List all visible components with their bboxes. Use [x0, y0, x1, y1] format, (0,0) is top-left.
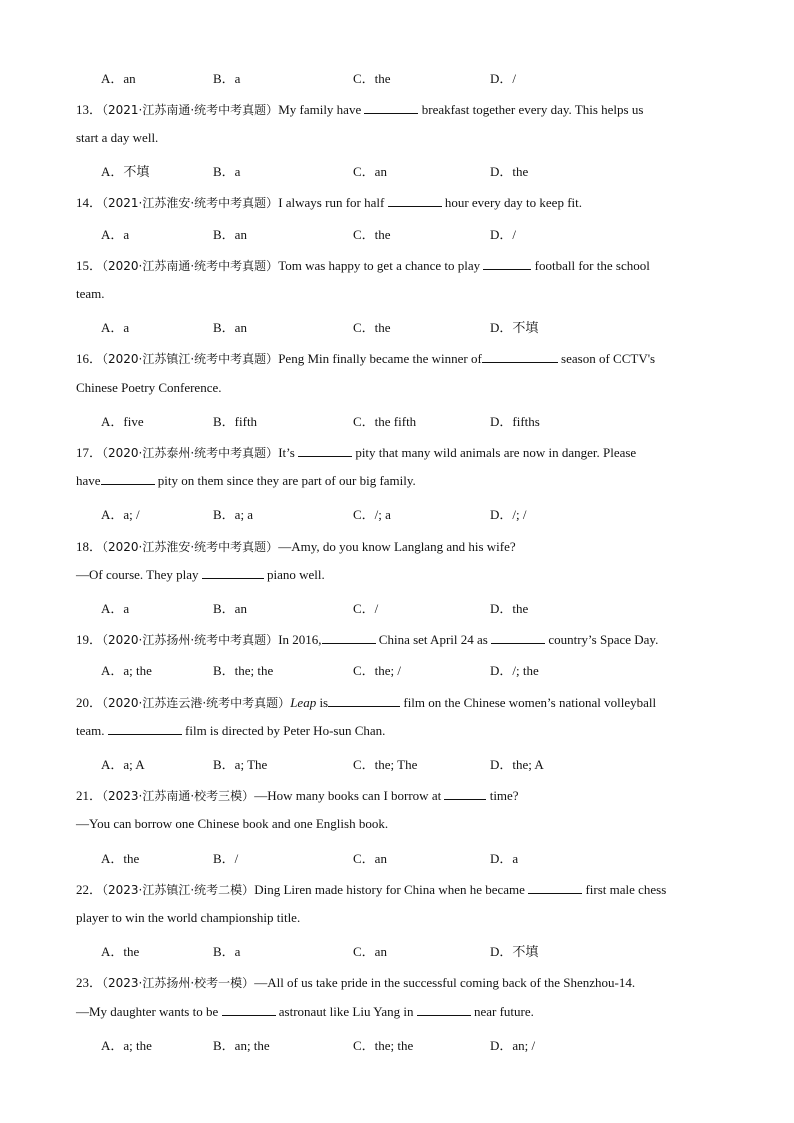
question-source: （2020·江苏淮安·统考中考真题） — [102, 540, 279, 554]
q20-option-c[interactable]: C．the; The — [353, 757, 418, 772]
answer-blank — [322, 632, 376, 644]
question-source: （2020·江苏镇江·统考中考真题） — [102, 352, 279, 366]
question-source: （2023·江苏南通·校考三模） — [102, 789, 255, 803]
question-number: 22． — [76, 882, 103, 897]
q20-stem-cont — [76, 723, 385, 739]
answer-blank — [328, 695, 400, 707]
answer-blank — [444, 788, 486, 800]
q23-option-c[interactable]: C．the; the — [353, 1038, 414, 1053]
question-source: （2020·江苏扬州·统考中考真题） — [102, 633, 279, 647]
q18-stem-cont — [76, 567, 325, 583]
q12-option-a[interactable]: A．an — [101, 71, 136, 86]
q12-option-d[interactable]: D．/ — [490, 71, 517, 86]
question-text: season of CCTV's — [557, 351, 656, 366]
question-number: 21． — [76, 788, 103, 803]
q14-option-b[interactable]: B．an — [213, 227, 247, 242]
answer-blank — [222, 1004, 276, 1016]
q22-option-d[interactable]: D．不填 — [490, 944, 539, 959]
q19-stem — [76, 629, 658, 648]
q18-option-a[interactable]: A．a — [101, 601, 130, 616]
q21-stem-cont: —You can borrow one Chinese book and one English book. — [76, 816, 389, 831]
film-title: Leap — [290, 695, 317, 710]
q15-option-c[interactable]: C．the — [353, 320, 391, 335]
question-text: country’s Space Day. — [545, 632, 659, 647]
question-number: 14． — [76, 195, 103, 210]
question-text: Peng Min finally became the winner of — [278, 351, 482, 366]
q19-option-a[interactable]: A．a; the — [101, 663, 152, 678]
question-text: I always run for half — [278, 195, 388, 210]
q21-option-d[interactable]: D．a — [490, 851, 519, 866]
q23-option-b[interactable]: B．an; the — [213, 1038, 270, 1053]
q23-stem-cont — [76, 1004, 534, 1020]
q22-option-b[interactable]: B．a — [213, 944, 241, 959]
question-text: team. — [76, 723, 108, 738]
q13-option-b[interactable]: B．a — [213, 164, 241, 179]
question-number: 17． — [76, 445, 103, 460]
q14-option-d[interactable]: D．/ — [490, 227, 517, 242]
q23-option-d[interactable]: D．an; / — [490, 1038, 536, 1053]
q22-option-a[interactable]: A．the — [101, 944, 140, 959]
question-text: —All of us take pride in the successful coming back of the Shenzhou-14. — [254, 975, 636, 990]
answer-blank — [298, 445, 352, 457]
q21-option-a[interactable]: A．the — [101, 851, 140, 866]
q22-stem-cont: player to win the world championship title. — [76, 910, 301, 925]
q23-option-a[interactable]: A．a; the — [101, 1038, 152, 1053]
q13-option-c[interactable]: C．an — [353, 164, 387, 179]
answer-blank — [417, 1004, 471, 1016]
q22-option-c[interactable]: C．an — [353, 944, 387, 959]
q21-option-c[interactable]: C．an — [353, 851, 387, 866]
q19-option-c[interactable]: C．the; / — [353, 663, 402, 678]
q14-stem — [76, 192, 582, 211]
q15-option-b[interactable]: B．an — [213, 320, 247, 335]
q12-option-b[interactable]: B．a — [213, 71, 241, 86]
question-text: —Of course. They play — [76, 567, 202, 582]
q17-option-b[interactable]: B．a; a — [213, 507, 254, 522]
answer-blank — [101, 473, 155, 485]
q12-option-c[interactable]: C．the — [353, 71, 391, 86]
question-text: —How many books can I borrow at — [254, 788, 445, 803]
q18-stem — [76, 536, 516, 555]
question-text: astronaut like Liu Yang in — [275, 1004, 417, 1019]
question-text: near future. — [470, 1004, 534, 1019]
q15-option-d[interactable]: D．不填 — [490, 320, 539, 335]
q16-stem-cont: Chinese Poetry Conference. — [76, 380, 222, 395]
question-text: film on the Chinese women’s national volleyball — [400, 695, 657, 710]
question-text: first male chess — [582, 882, 667, 897]
q15-option-a[interactable]: A．a — [101, 320, 130, 335]
q13-stem-cont: start a day well. — [76, 130, 159, 145]
q19-option-b[interactable]: B．the; the — [213, 663, 274, 678]
q23-stem — [76, 972, 635, 991]
question-text: —Amy, do you know Langlang and his wife? — [278, 539, 516, 554]
question-text: football for the school — [531, 258, 650, 273]
question-text: Ding Liren made history for China when he became — [254, 882, 529, 897]
q13-option-d[interactable]: D．the — [490, 164, 529, 179]
question-number: 15． — [76, 258, 103, 273]
q17-option-d[interactable]: D．/; / — [490, 507, 527, 522]
answer-blank — [202, 567, 264, 579]
answer-blank — [388, 195, 442, 207]
question-text: pity on them since they are part of our big family. — [154, 473, 416, 488]
q15-stem — [76, 255, 650, 274]
q17-option-a[interactable]: A．a; / — [101, 507, 140, 522]
question-text: is — [316, 695, 329, 710]
question-text: In 2016, — [278, 632, 322, 647]
q14-option-c[interactable]: C．the — [353, 227, 391, 242]
question-text: My family have — [278, 102, 365, 117]
question-text: Tom was happy to get a chance to play — [278, 258, 484, 273]
answer-blank — [108, 723, 182, 735]
question-text: pity that many wild animals are now in danger. Please — [352, 445, 637, 460]
q20-stem — [76, 692, 656, 711]
question-number: 20． — [76, 695, 103, 710]
answer-blank — [364, 102, 418, 114]
q20-option-b[interactable]: B．a; The — [213, 757, 268, 772]
question-source: （2020·江苏南通·统考中考真题） — [102, 259, 279, 273]
answer-blank — [528, 882, 582, 894]
question-text: time? — [486, 788, 519, 803]
question-source: （2020·江苏泰州·统考中考真题） — [102, 446, 279, 460]
q17-stem — [76, 442, 636, 461]
q16-option-c[interactable]: C．the fifth — [353, 414, 417, 429]
q20-option-d[interactable]: D．the; A — [490, 757, 544, 772]
q22-stem — [76, 879, 666, 898]
q16-stem — [76, 348, 655, 367]
q14-option-a[interactable]: A．a — [101, 227, 130, 242]
answer-blank — [491, 632, 545, 644]
question-text: piano well. — [263, 567, 325, 582]
question-text: —My daughter wants to be — [76, 1004, 222, 1019]
q15-stem-cont: team. — [76, 286, 105, 301]
question-source: （2021·江苏淮安·统考中考真题） — [102, 196, 279, 210]
q21-stem — [76, 785, 519, 804]
q16-option-a[interactable]: A．five — [101, 414, 144, 429]
q19-option-d[interactable]: D．/; the — [490, 663, 539, 678]
question-source: （2023·江苏镇江·统考二模） — [102, 883, 255, 897]
q16-option-b[interactable]: B．fifth — [213, 414, 258, 429]
question-number: 18． — [76, 539, 103, 554]
q18-option-c[interactable]: C．/ — [353, 601, 379, 616]
q17-stem-cont — [76, 473, 416, 489]
q13-stem — [76, 99, 643, 118]
question-text: It’s — [278, 445, 299, 460]
q18-option-b[interactable]: B．an — [213, 601, 247, 616]
answer-blank — [482, 351, 558, 363]
q21-option-b[interactable]: B．/ — [213, 851, 239, 866]
question-text: hour every day to keep fit. — [441, 195, 583, 210]
question-source: （2023·江苏扬州·校考一模） — [102, 976, 255, 990]
question-text: China set April 24 as — [375, 632, 492, 647]
question-text: breakfast together every day. This helps us — [418, 102, 644, 117]
question-source: （2021·江苏南通·统考中考真题） — [102, 103, 279, 117]
q20-option-a[interactable]: A．a; A — [101, 757, 145, 772]
question-text: have — [76, 473, 101, 488]
question-number: 19． — [76, 632, 103, 647]
q17-option-c[interactable]: C．/; a — [353, 507, 391, 522]
question-number: 16． — [76, 351, 103, 366]
question-source: （2020·江苏连云港·统考中考真题） — [102, 696, 291, 710]
question-number: 13． — [76, 102, 103, 117]
answer-blank — [483, 258, 531, 270]
q16-option-d[interactable]: D．fifths — [490, 414, 540, 429]
q13-option-a[interactable]: A．不填 — [101, 164, 150, 179]
q18-option-d[interactable]: D．the — [490, 601, 529, 616]
question-number: 23． — [76, 975, 103, 990]
question-text: film is directed by Peter Ho-sun Chan. — [181, 723, 386, 738]
